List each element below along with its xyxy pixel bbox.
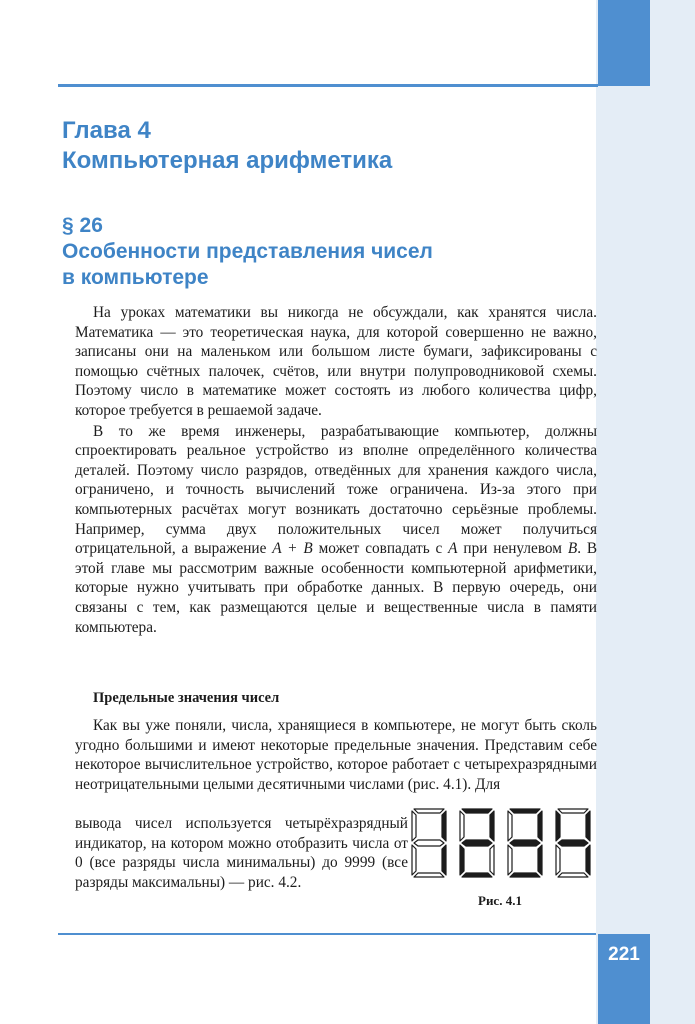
math-expr: A + B (272, 540, 313, 558)
paragraph-3-cont: вывода чисел используется четырёхразрядный индикатор, на котором можно отобразить числа от 0 (все разряды числа минимальны) до 9999 (все разряды максимальны) — рис. 4.2. (75, 815, 408, 891)
top-rule (58, 84, 598, 87)
math-b: B (567, 540, 578, 558)
page-number: 221 (608, 944, 640, 965)
chapter-heading (62, 116, 392, 176)
paragraph-3: Как вы уже поняли, числа, хранящиеся в компьютере, не могут быть сколь угодно большими и имеют некоторые предельные значения. Представим себе некоторое вычислительное устройство, которое работает с четырехразрядными неотрицательными целыми десятичными числами (рис. 4.1). Для (75, 717, 597, 793)
section-title-line2: в компьютере (62, 266, 209, 289)
section-heading (62, 213, 433, 291)
paragraph-2: В то же время инженеры, разрабатывающие компьютер, должны спроектировать реальное устройство из вполне определённого количества деталей. Поэтому число разрядов, отведённых для хранения каждого числа, ограничено, и точность вычислений тоже ограничена. Из-за этого при компьютерных расчётах могут возникать достаточно серьёзные проблемы. Например, сумма двух положительных чисел может получиться отрицательной, а выражение A + B может совпадать с A при ненулевом B. В этой главе мы рассмотрим важные особенности компьютерной арифметики, которые нужно учитывать при обработке данных. В первую очередь, они связаны с тем, как размещаются целые и вещественные числа в памяти компьютера. (75, 422, 598, 636)
chapter-title: Компьютерная арифметика (62, 147, 393, 174)
limits-text-cont (75, 814, 408, 892)
figure-caption: Рис. 4.1 (478, 893, 522, 908)
seven-segment-display (408, 805, 598, 881)
chapter-number: Глава 4 (62, 117, 151, 144)
intro-text (75, 303, 597, 637)
section-title-line1: Особенности представления чисел (62, 240, 433, 263)
top-corner-block (598, 0, 650, 86)
paragraph-1: На уроках математики вы никогда не обсуждали, как хранятся числа. Математика — это теоретическая наука, для которой совершенно не важно, записаны они на маленьком или большом листе бумаги, зафиксированы с помощью счётных палочек, счётов, или внутри полупроводниковой схемы. Поэтому число в математике может состоять из любого количества цифр, которое требуется в решаемой задаче. (75, 304, 597, 419)
right-margin-band (596, 0, 695, 1024)
limits-text (75, 716, 597, 794)
math-a: A (448, 540, 458, 558)
bottom-rule (58, 933, 596, 935)
section-number: § 26 (62, 214, 103, 237)
subheading: Предельные значения чисел (93, 690, 280, 706)
